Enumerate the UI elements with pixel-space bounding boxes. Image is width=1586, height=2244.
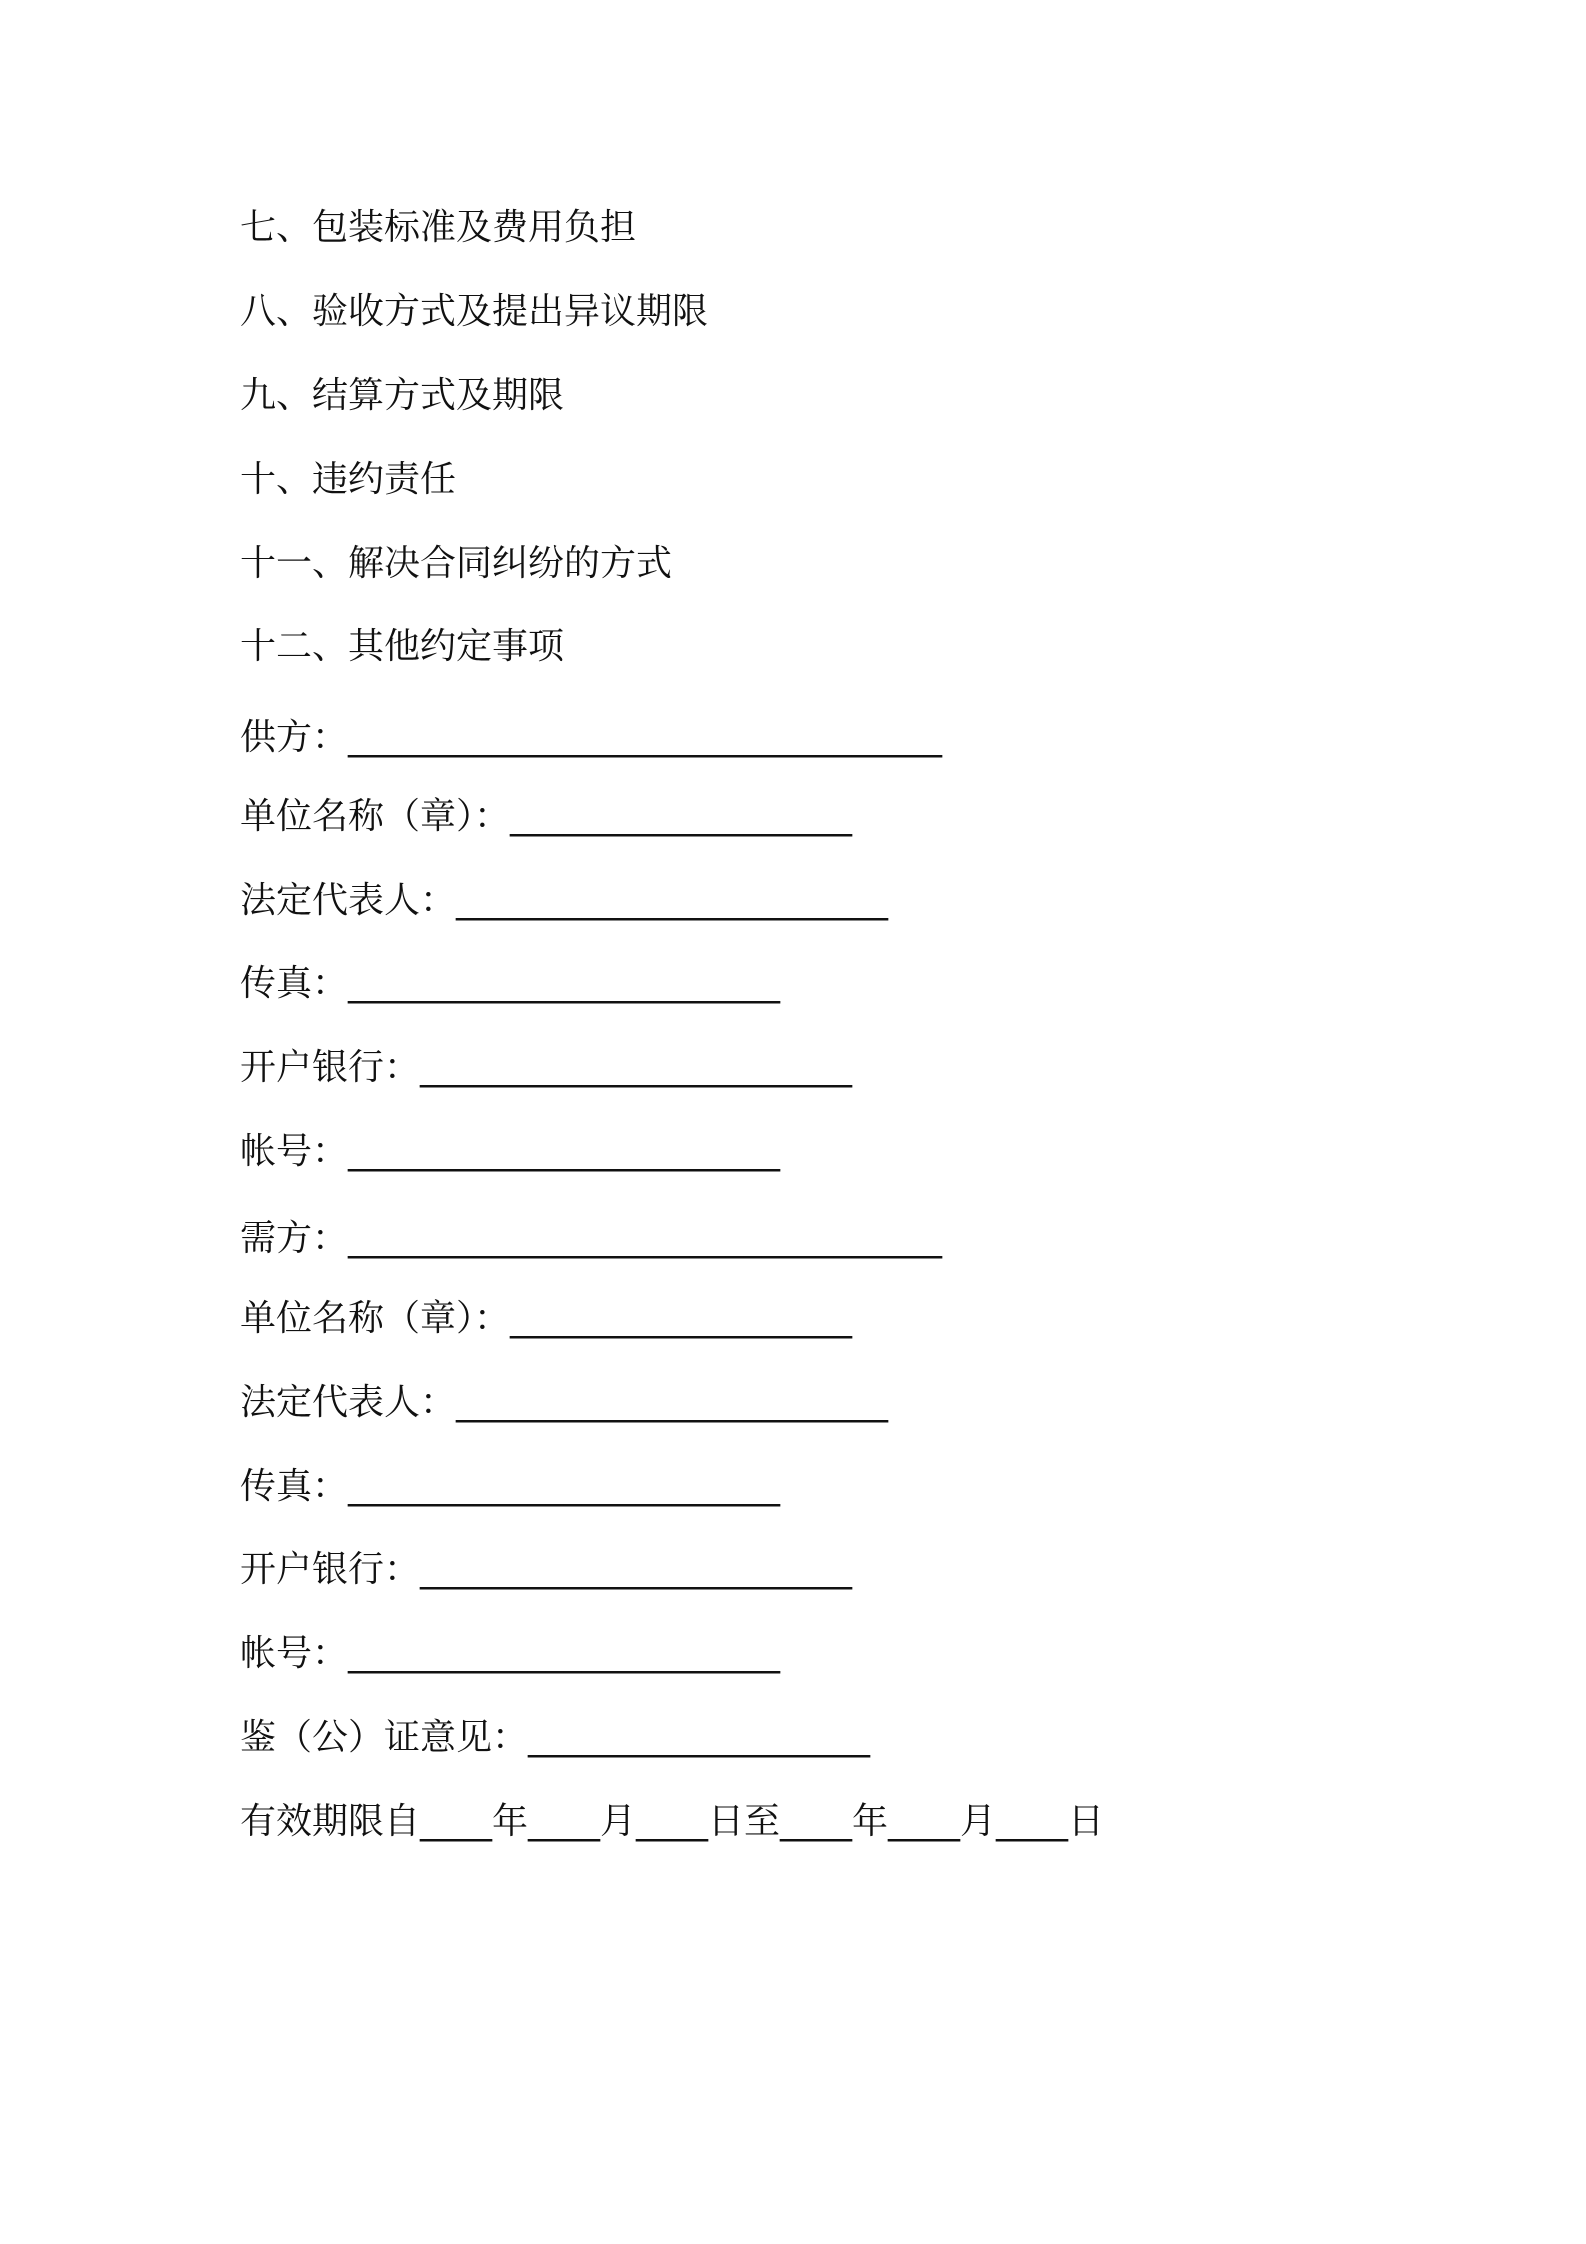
buyer-bank-field[interactable]: 开户银行：________________________ — [240, 1549, 853, 1590]
supplier-bank-field[interactable]: 开户银行：________________________ — [240, 1047, 853, 1088]
validity-period-field[interactable]: 有效期限自____年____月____日至____年____月____日 — [240, 1801, 1105, 1842]
buyer-fax-field[interactable]: 传真：________________________ — [240, 1466, 781, 1507]
buyer-unit-name-field[interactable]: 单位名称（章）：___________________ — [240, 1298, 853, 1339]
clause-12: 十二、其他约定事项 — [240, 626, 565, 667]
notary-opinion-field[interactable]: 鉴（公）证意见：___________________ — [240, 1717, 871, 1758]
clause-9: 九、结算方式及期限 — [240, 375, 565, 416]
buyer-account-field[interactable]: 帐号：________________________ — [240, 1633, 781, 1674]
supplier-party-field[interactable]: 供方：_________________________________ — [240, 717, 943, 758]
clause-10: 十、违约责任 — [240, 459, 457, 500]
clause-8: 八、验收方式及提出异议期限 — [240, 291, 709, 332]
clause-11: 十一、解决合同纠纷的方式 — [240, 543, 673, 584]
supplier-unit-name-field[interactable]: 单位名称（章）：___________________ — [240, 796, 853, 837]
supplier-legal-rep-field[interactable]: 法定代表人：________________________ — [240, 880, 889, 921]
supplier-fax-field[interactable]: 传真：________________________ — [240, 963, 781, 1004]
buyer-legal-rep-field[interactable]: 法定代表人：________________________ — [240, 1382, 889, 1423]
clause-7: 七、包装标准及费用负担 — [240, 207, 637, 248]
buyer-party-field[interactable]: 需方：_________________________________ — [240, 1218, 943, 1259]
supplier-account-field[interactable]: 帐号：________________________ — [240, 1131, 781, 1172]
